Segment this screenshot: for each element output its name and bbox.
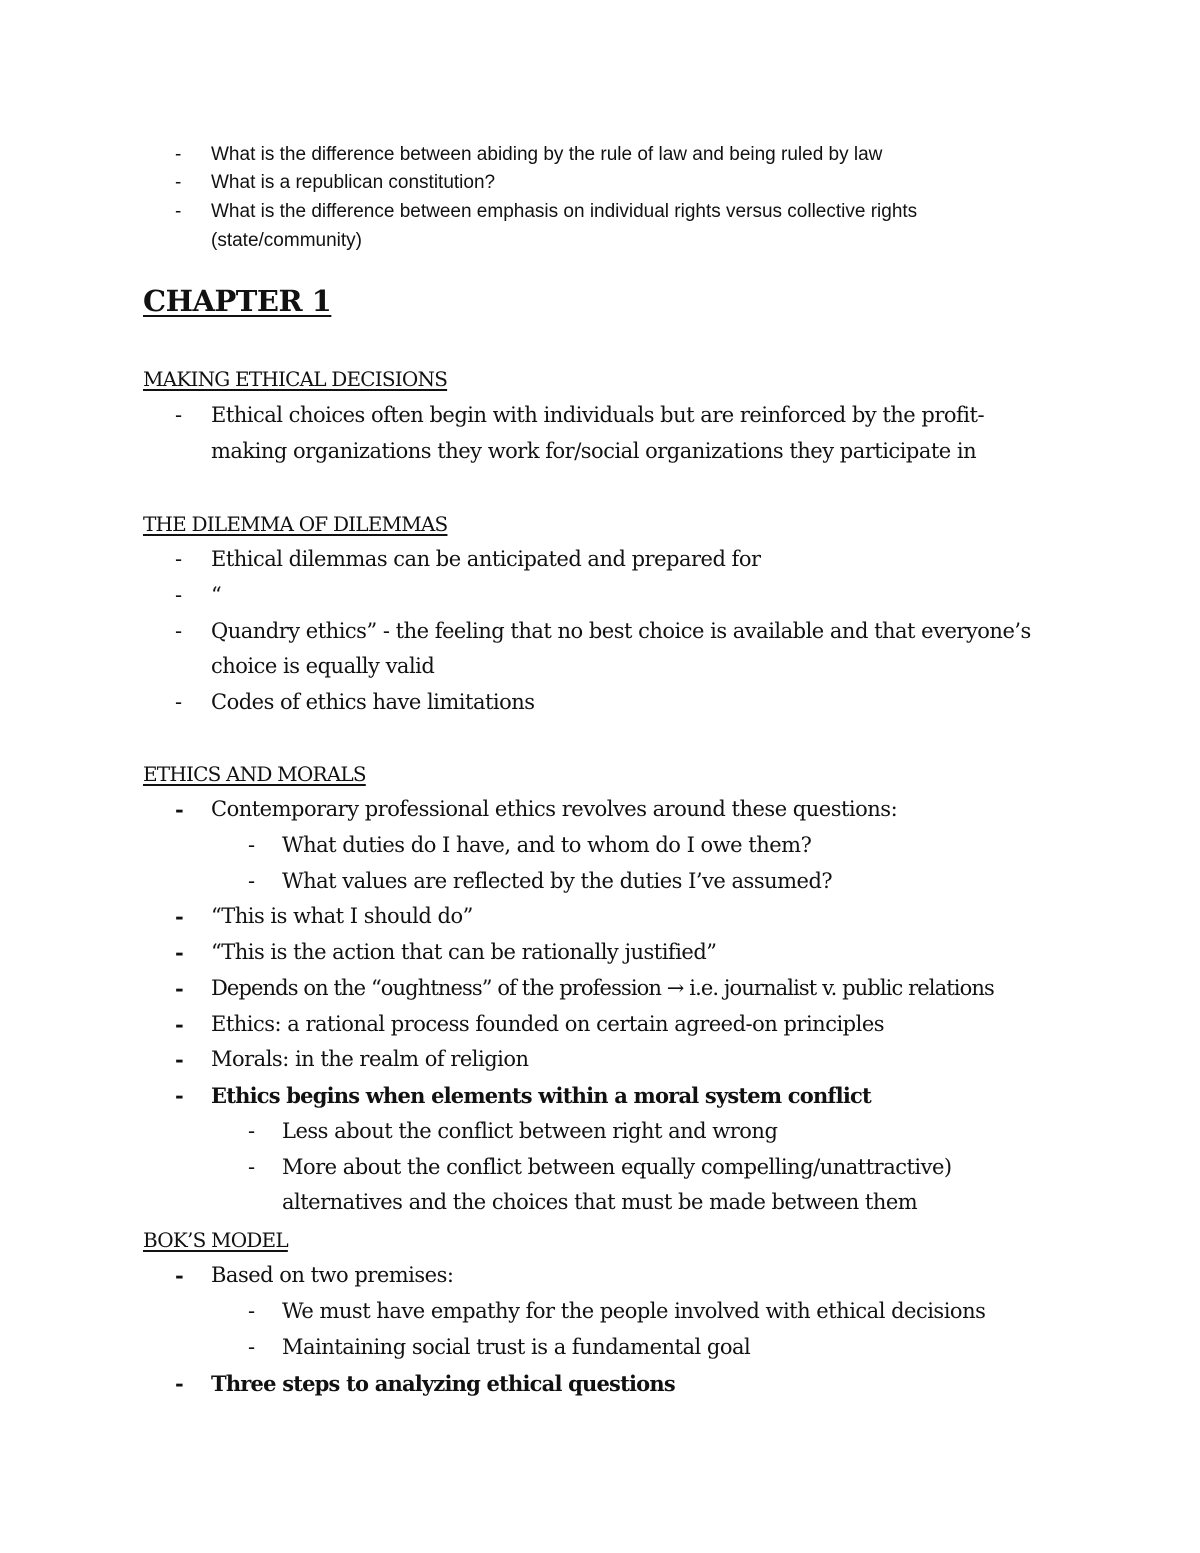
sub-bullet-marker: - [248,1299,255,1323]
intro-question-3-continued: (state/community) [211,230,362,251]
bullet-marker: - [175,1047,184,1072]
bullet-marker: - [175,547,182,571]
bullet-marker: - [175,940,184,965]
bullet-text-bold: Ethics begins when elements within a moral system conflict [211,1083,871,1108]
section-heading-dilemma-of-dilemmas: THE DILEMMA OF DILEMMAS [143,512,448,536]
bullet-marker: - [175,1012,184,1037]
section-heading-boks-model: BOK’S MODEL [143,1228,288,1252]
sub-bullet-marker: - [248,869,255,893]
sub-bullet-text: What values are reflected by the duties I’ve assumed? [282,869,833,893]
sub-bullet-text: More about the conflict between equally compelling/unattractive) [282,1155,952,1179]
section-heading-making-ethical-decisions: MAKING ETHICAL DECISIONS [143,367,448,391]
bullet-marker: - [175,201,182,222]
bullet-text: Based on two premises: [211,1263,454,1287]
bullet-marker: - [175,403,182,427]
sub-bullet-marker: - [248,1119,255,1143]
sub-bullet-marker: - [248,1335,255,1359]
sub-bullet-marker: - [248,833,255,857]
bullet-text: Quandry ethics” - the feeling that no best choice is available and that everyone’s [211,619,1031,643]
bullet-text: Morals: in the realm of religion [211,1047,529,1071]
bullet-marker: - [175,1263,184,1288]
sub-bullet-text: Less about the conflict between right and wrong [282,1119,778,1143]
section-heading-ethics-and-morals: ETHICS AND MORALS [143,762,366,786]
bullet-marker: - [175,144,182,165]
bullet-marker: - [175,797,184,822]
sub-bullet-text: We must have empathy for the people involved with ethical decisions [282,1299,986,1323]
bullet-text: “This is what I should do” [211,904,473,928]
sub-bullet-marker: - [248,1155,255,1179]
bullet-text-continued: choice is equally valid [211,654,435,678]
bullet-text: Ethics: a rational process founded on certain agreed-on principles [211,1012,885,1036]
intro-question-1: What is the difference between abiding by the rule of law and being ruled by law [211,144,883,165]
sub-bullet-text: Maintaining social trust is a fundamental goal [282,1335,751,1359]
bullet-text: “ [211,583,222,607]
bullet-marker: - [175,172,182,193]
bullet-marker: - [175,619,182,643]
bullet-marker: - [175,1083,184,1108]
bullet-marker: - [175,976,184,1001]
bullet-text: Ethical choices often begin with individuals but are reinforced by the profit- [211,403,985,427]
bullet-text: Contemporary professional ethics revolves around these questions: [211,797,898,821]
sub-bullet-text-continued: alternatives and the choices that must be made between them [282,1190,918,1214]
bullet-text: Codes of ethics have limitations [211,690,535,714]
bullet-text-bold: Three steps to analyzing ethical questions [211,1371,675,1396]
intro-question-2: What is a republican constitution? [211,172,496,193]
bullet-text: “This is the action that can be rationally justified” [211,940,717,964]
bullet-marker: - [175,690,182,714]
bullet-text: Depends on the “oughtness” of the profession → i.e. journalist v. public relations [211,976,994,1000]
bullet-marker: - [175,583,182,607]
bullet-text-continued: making organizations they work for/social organizations they participate in [211,439,977,463]
bullet-marker: - [175,904,184,929]
chapter-title: CHAPTER 1 [143,284,332,318]
bullet-text: Ethical dilemmas can be anticipated and prepared for [211,547,761,571]
sub-bullet-text: What duties do I have, and to whom do I owe them? [282,833,812,857]
bullet-marker: - [175,1371,184,1396]
intro-question-3: What is the difference between emphasis on individual rights versus collective rights [211,201,918,222]
